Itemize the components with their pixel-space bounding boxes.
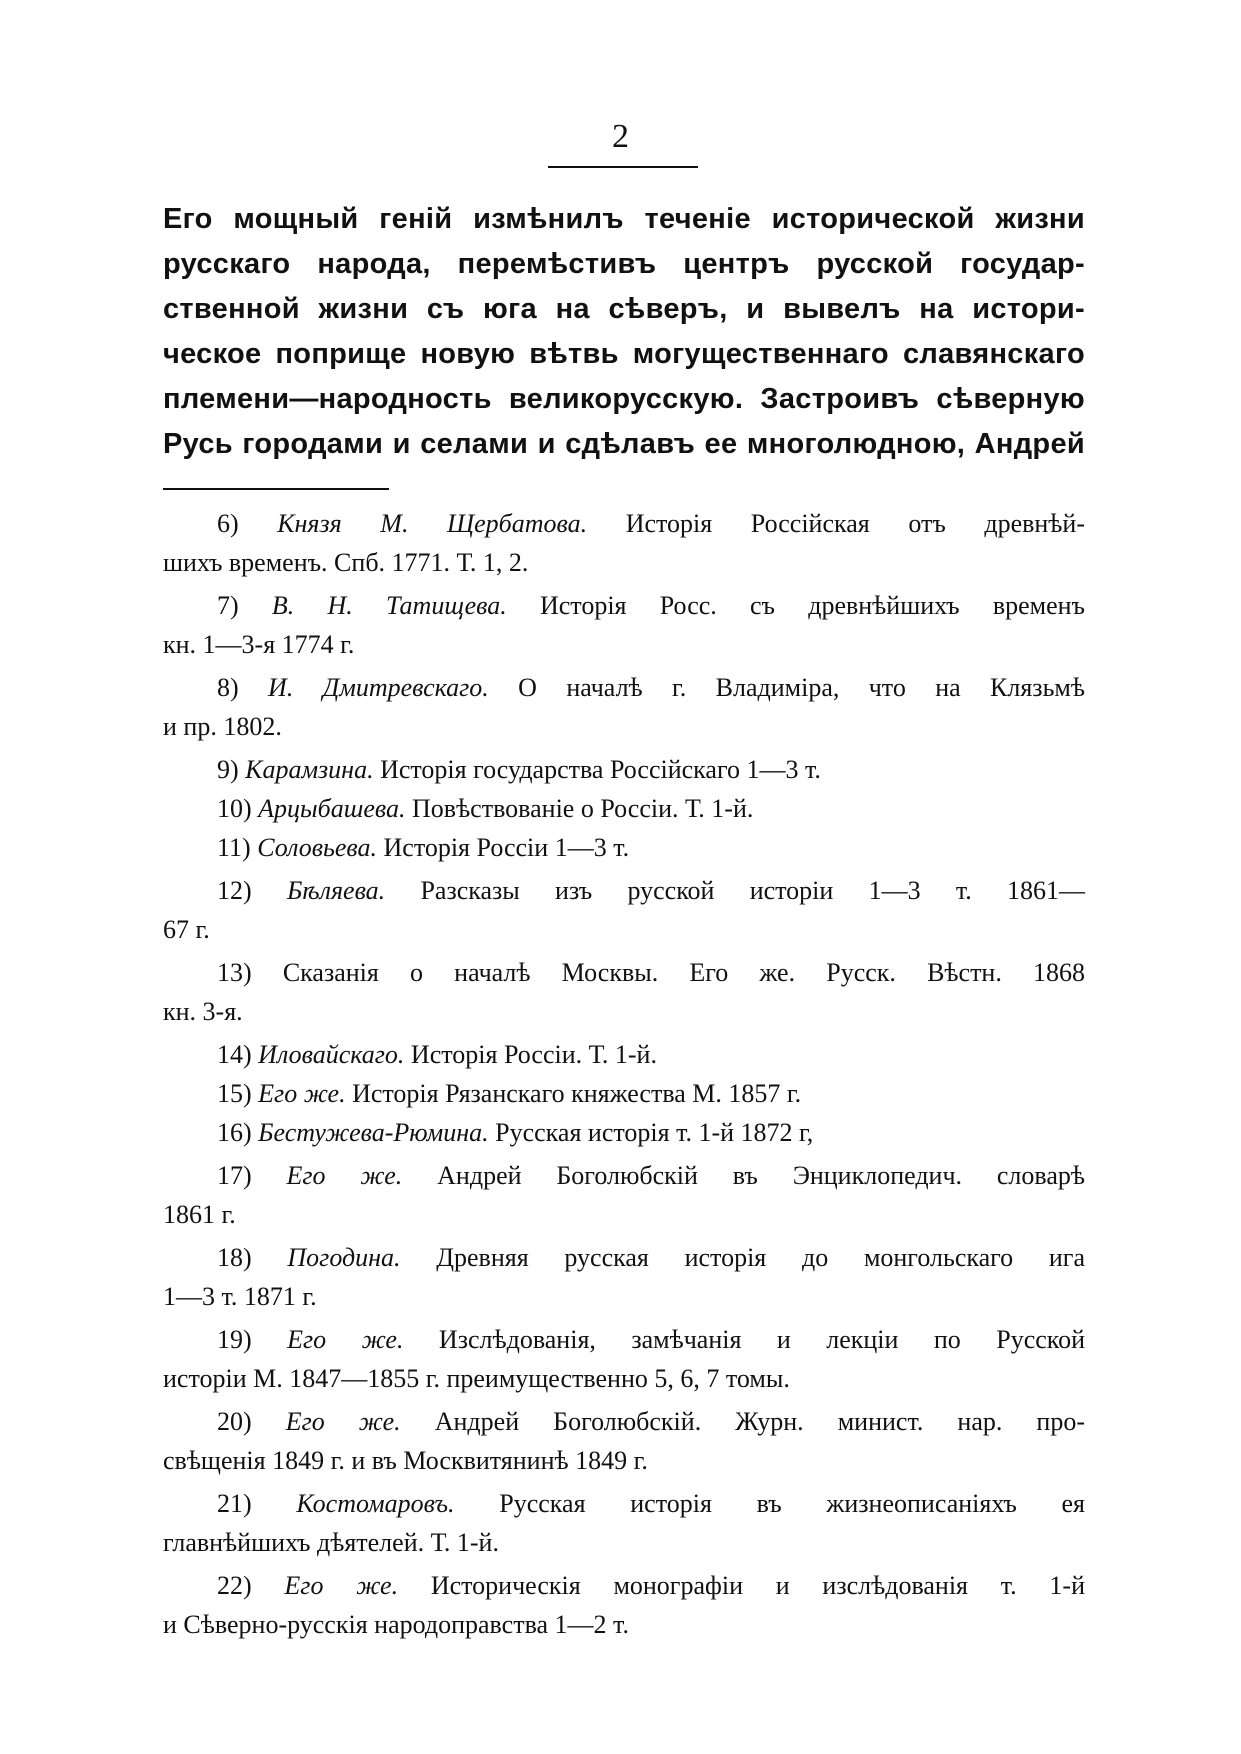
footnote-text: Исторія Россійская отъ древнѣй- (587, 509, 1085, 538)
footnote-entry (163, 828, 1085, 867)
footnote-line (163, 1074, 1085, 1113)
footnote-text: Андрей Боголюбскій. Журн. минист. нар. про- (400, 1407, 1085, 1436)
footnote-author: Его же. (258, 1079, 346, 1108)
footnote-text: Сказанія о началѣ Москвы. Его же. Русск. Вѣстн. 1868 (282, 958, 1085, 987)
footnote-entry (163, 1484, 1085, 1562)
footnote-line (163, 1156, 1085, 1195)
footnote-number: 12) (217, 876, 252, 905)
footnote-entry (163, 504, 1085, 582)
footnote-author: В. Н. Татищева. (271, 591, 507, 620)
main-text-line: племени—народность великорусскую. Застроивъ сѣверную (163, 383, 1085, 415)
footnote-continuation: свѣщенія 1849 г. и въ Москвитянинѣ 1849 г. (163, 1446, 648, 1475)
footnote-number: 17) (217, 1161, 252, 1190)
footnote-continuation: кн. 1—3-я 1774 г. (163, 630, 355, 659)
footnote-number: 14) (217, 1040, 252, 1069)
footnote-entry (163, 789, 1085, 828)
footnote-line (163, 1484, 1085, 1523)
footnote-author: Князя М. Щербатова. (277, 509, 588, 538)
footnote-continuation: кн. 3-я. (163, 997, 243, 1026)
footnote-continuation: 1—3 т. 1871 г. (163, 1282, 317, 1311)
footnote-entry (163, 668, 1085, 746)
footnote-author: Бестужева-Рюмина. (258, 1118, 489, 1147)
page-number: 2 (612, 118, 629, 155)
main-text-line: ственной жизни съ юга на сѣверъ, и вывелъ на истори- (163, 293, 1085, 325)
main-text-line: ческое поприще новую вѣтвь могущественнаго славянскаго (163, 338, 1085, 370)
footnote-entry (163, 1320, 1085, 1398)
footnote-text: Повѣствованіе о Россіи. Т. 1-й. (405, 794, 754, 823)
footnote-rule (163, 488, 389, 490)
footnote-line (163, 1035, 1085, 1074)
footnote-continuation: и Сѣверно-русскія народоправства 1—2 т. (163, 1610, 629, 1639)
footnote-number: 8) (217, 673, 239, 702)
footnote-author: Карамзина. (245, 755, 374, 784)
footnote-number: 21) (217, 1489, 252, 1518)
footnote-number: 18) (217, 1243, 252, 1272)
main-text (163, 197, 1085, 467)
footnote-author: Погодина. (287, 1243, 401, 1272)
footnote-author: Его же. (286, 1161, 403, 1190)
footnote-author: Костомаровъ. (296, 1489, 455, 1518)
footnote-entry (163, 1035, 1085, 1074)
footnote-author: Соловьева. (257, 833, 377, 862)
footnote-text: Исторія Россіи 1—3 т. (377, 833, 630, 862)
footnote-author: Арцыбашева. (258, 794, 406, 823)
footnote-entry (163, 1156, 1085, 1234)
footnote-number: 16) (217, 1118, 252, 1147)
footnotes (163, 500, 1085, 1648)
footnote-line (163, 828, 1085, 867)
footnote-text: Изслѣдованія, замѣчанія и лекціи по Русской (403, 1325, 1085, 1354)
footnote-line (163, 789, 1085, 828)
footnote-line (163, 750, 1085, 789)
footnote-line (163, 953, 1085, 992)
footnote-line (163, 1566, 1085, 1605)
footnote-continuation: главнѣйшихъ дѣятелей. Т. 1-й. (163, 1528, 499, 1557)
footnote-number: 7) (217, 591, 239, 620)
footnote-entry (163, 586, 1085, 664)
main-text-line: русскаго народа, перемѣстивъ центръ русской государ- (163, 248, 1085, 280)
footnote-entry (163, 750, 1085, 789)
footnote-line (163, 668, 1085, 707)
footnote-author: И. Дмитревскаго. (268, 673, 489, 702)
footnote-entry (163, 953, 1085, 1031)
footnote-number: 22) (217, 1571, 252, 1600)
footnote-line (163, 504, 1085, 543)
footnote-continuation: исторіи М. 1847—1855 г. преимущественно 5, 6, 7 томы. (163, 1364, 790, 1393)
footnote-text: Андрей Боголюбскій въ Энциклопедич. словарѣ (402, 1161, 1085, 1190)
footnote-continuation: шихъ временъ. Спб. 1771. Т. 1, 2. (163, 548, 529, 577)
footnote-author: Бѣляева. (286, 876, 386, 905)
footnote-entry (163, 1566, 1085, 1644)
main-text-line: Русь городами и селами и сдѣлавъ ее многолюдною, Андрей (163, 428, 1085, 460)
footnote-text: Исторія Россіи. Т. 1-й. (404, 1040, 657, 1069)
footnote-line (163, 586, 1085, 625)
footnote-text: Разсказы изъ русской исторіи 1—3 т. 1861— (385, 876, 1085, 905)
footnote-entry (163, 1238, 1085, 1316)
footnote-number: 20) (217, 1407, 252, 1436)
footnote-entry (163, 871, 1085, 949)
footnote-text: Исторія Росс. съ древнѣйшихъ временъ (506, 591, 1085, 620)
footnote-number: 15) (217, 1079, 252, 1108)
page-number-rule (548, 166, 698, 168)
footnote-line (163, 871, 1085, 910)
footnote-entry (163, 1402, 1085, 1480)
footnote-continuation: 1861 г. (163, 1200, 236, 1229)
footnote-continuation: 67 г. (163, 915, 210, 944)
footnote-number: 9) (217, 755, 239, 784)
footnote-line (163, 1402, 1085, 1441)
footnote-text: Русская исторія т. 1-й 1872 г, (488, 1118, 814, 1147)
footnote-author: Его же. (284, 1571, 399, 1600)
footnote-text: Историческія монографіи и изслѣдованія т. 1-й (398, 1571, 1085, 1600)
footnote-author: Его же. (285, 1407, 401, 1436)
footnote-text: Исторія государства Россійскаго 1—3 т. (373, 755, 821, 784)
footnote-number: 10) (217, 794, 252, 823)
footnote-author: Его же. (287, 1325, 404, 1354)
main-text-line: Его мощный геній измѣнилъ теченіе исторической жизни (163, 203, 1085, 235)
footnote-number: 6) (217, 509, 239, 538)
footnote-number: 19) (217, 1325, 252, 1354)
footnote-line (163, 1320, 1085, 1359)
footnote-author: Иловайскаго. (258, 1040, 405, 1069)
footnote-number: 11) (217, 833, 251, 862)
footnote-entry (163, 1074, 1085, 1113)
footnote-text: О началѣ г. Владиміра, что на Клязьмѣ (488, 673, 1085, 702)
footnote-line (163, 1113, 1085, 1152)
footnote-entry (163, 1113, 1085, 1152)
footnote-line (163, 1238, 1085, 1277)
footnote-text: Древняя русская исторія до монгольскаго ига (400, 1243, 1085, 1272)
footnote-number: 13) (217, 958, 252, 987)
footnote-continuation: и пр. 1802. (163, 712, 282, 741)
footnote-text: Русская исторія въ жизнеописаніяхъ ея (454, 1489, 1085, 1518)
footnote-text: Исторія Рязанскаго княжества М. 1857 г. (345, 1079, 802, 1108)
